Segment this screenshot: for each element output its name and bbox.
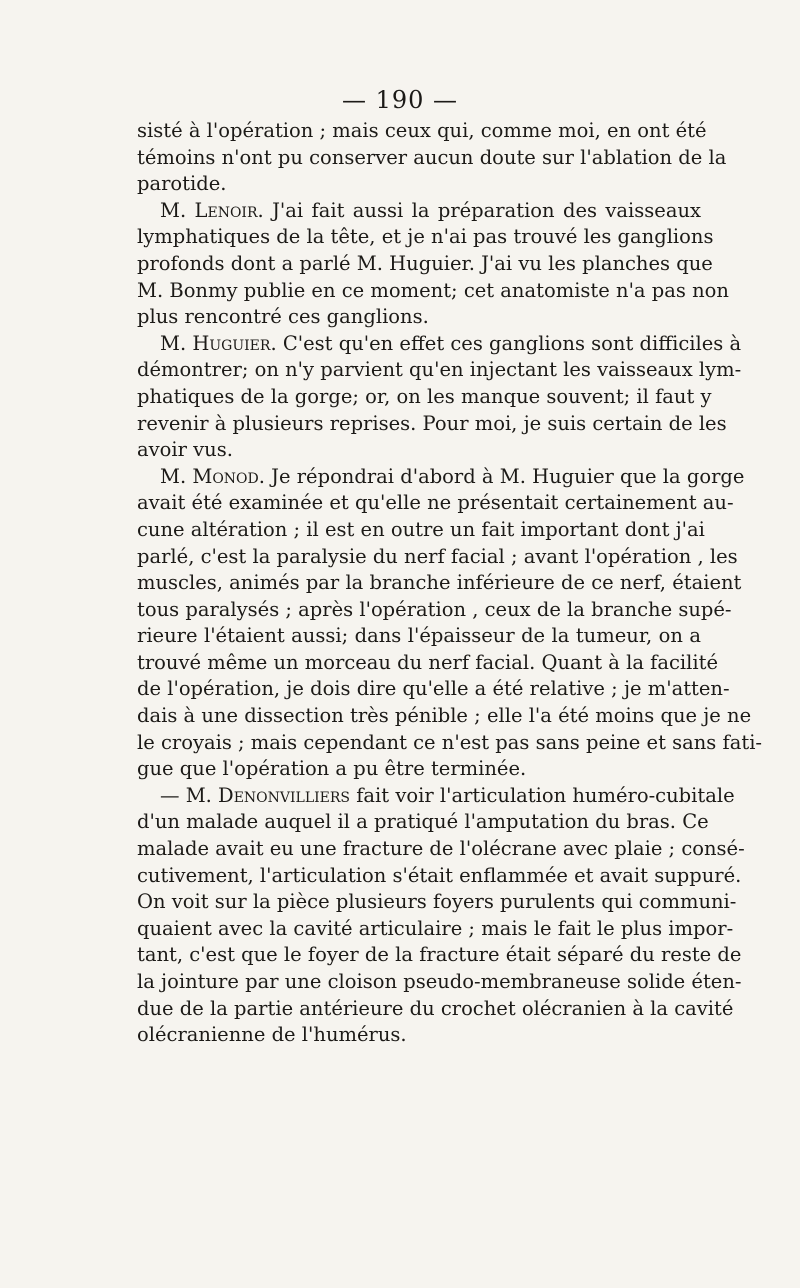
speaker-name: M. Lenoir. <box>160 198 264 222</box>
line-text: cune altération ; il est en outre un fait important dont j'ai <box>137 517 705 541</box>
text-line <box>137 118 707 145</box>
text-line <box>137 916 734 943</box>
text-line <box>137 198 701 225</box>
line-text: fait voir l'articulation huméro-cubitale <box>356 783 735 807</box>
text-line <box>137 942 742 969</box>
line-text: tous paralysés ; après l'opération , ceux de la branche supé- <box>137 597 732 621</box>
text-line <box>137 517 705 544</box>
line-text: quaient avec la cavité articulaire ; mais le fait le plus impor- <box>137 916 734 940</box>
line-text: revenir à plusieurs reprises. Pour moi, je suis certain de les <box>137 411 727 435</box>
line-text: Je répondrai d'abord à M. Huguier que la gorge <box>271 464 745 488</box>
line-text: parlé, c'est la paralysie du nerf facial ; avant l'opération , les <box>137 544 738 568</box>
line-text: plus rencontré ces ganglions. <box>137 305 429 329</box>
line-text: parotide. <box>137 172 227 196</box>
text-line <box>137 437 701 464</box>
line-text: trouvé même un morceau du nerf facial. Quant à la facilité <box>137 650 719 674</box>
line-text: malade avait eu une fracture de l'olécrane avec plaie ; consé- <box>137 837 745 861</box>
text-line <box>137 224 714 251</box>
text-line <box>137 171 701 198</box>
body-text <box>137 118 763 1049</box>
text-line <box>137 703 752 730</box>
line-text: profonds dont a parlé M. Huguier. J'ai vu les planches que <box>137 251 713 275</box>
line-text: avait été examinée et qu'elle ne présentait certainement au- <box>137 491 734 515</box>
line-text: démontrer; on n'y parvient qu'en injectant les vaisseaux lym- <box>137 358 742 382</box>
text-line <box>137 331 742 358</box>
text-line <box>137 756 701 783</box>
line-text: rieure l'étaient aussi; dans l'épaisseur de la tumeur, on a <box>137 624 701 648</box>
page-number: — 190 — <box>341 86 459 114</box>
line-text: dais à une dissection très pénible ; elle l'a été moins que je ne <box>137 704 752 728</box>
line-text: due de la partie antérieure du crochet olécranien à la cavité <box>137 996 734 1020</box>
text-line <box>137 145 727 172</box>
line-text: avoir vus. <box>137 438 233 462</box>
speaker-name: M. Huguier. <box>160 331 277 355</box>
text-line <box>137 836 745 863</box>
text-line <box>137 304 701 331</box>
text-line <box>137 676 730 703</box>
text-line <box>137 969 742 996</box>
text-line <box>137 1022 701 1049</box>
line-text: gue que l'opération a pu être terminée. <box>137 757 527 781</box>
line-text: cutivement, l'articulation s'était enflammée et avait suppuré. <box>137 863 742 887</box>
line-text: de l'opération, je dois dire qu'elle a été relative ; je m'atten- <box>137 677 730 701</box>
line-text: tant, c'est que le foyer de la fracture était séparé du reste de <box>137 943 742 967</box>
text-line <box>137 570 742 597</box>
line-text: sisté à l'opération ; mais ceux qui, comme moi, en ont été <box>137 119 707 142</box>
line-text: témoins n'ont pu conserver aucun doute sur l'ablation de la <box>137 145 727 169</box>
line-text: la jointure par une cloison pseudo-membraneuse solide éten- <box>137 970 742 993</box>
text-line <box>137 597 732 624</box>
text-line <box>137 490 734 517</box>
text-line <box>137 650 719 677</box>
text-line <box>137 544 738 571</box>
text-line <box>137 889 737 916</box>
text-line <box>137 384 712 411</box>
text-line <box>137 863 742 890</box>
speaker-name: — M. Denonvilliers <box>160 783 351 807</box>
line-text: d'un malade auquel il a pratiqué l'amputation du bras. Ce <box>137 810 709 834</box>
text-line <box>137 623 701 650</box>
line-text: M. Bonmy publie en ce moment; cet anatomiste n'a pas non <box>137 278 729 302</box>
text-line <box>137 357 742 384</box>
line-text: On voit sur la pièce plusieurs foyers purulents qui communi- <box>137 890 737 914</box>
text-line <box>137 783 735 810</box>
text-line <box>137 251 713 278</box>
text-line <box>137 809 709 836</box>
text-line <box>137 464 745 491</box>
text-line <box>137 730 763 757</box>
line-text: olécranienne de l'humérus. <box>137 1023 407 1047</box>
line-text: le croyais ; mais cependant ce n'est pas sans peine et sans fati- <box>137 730 763 754</box>
text-line <box>137 411 727 438</box>
text-line <box>137 996 734 1023</box>
line-text: lymphatiques de la tête, et je n'ai pas trouvé les ganglions <box>137 225 714 249</box>
text-line <box>137 278 729 305</box>
line-text: C'est qu'en effet ces ganglions sont difficiles à <box>282 331 742 355</box>
line-text: phatiques de la gorge; or, on les manque souvent; il faut y <box>137 384 712 408</box>
speaker-name: M. Monod. <box>160 464 265 488</box>
line-text: muscles, animés par la branche inférieure de ce nerf, étaient <box>137 571 742 595</box>
line-text: J'ai fait aussi la préparation des vaisseaux <box>272 198 701 222</box>
